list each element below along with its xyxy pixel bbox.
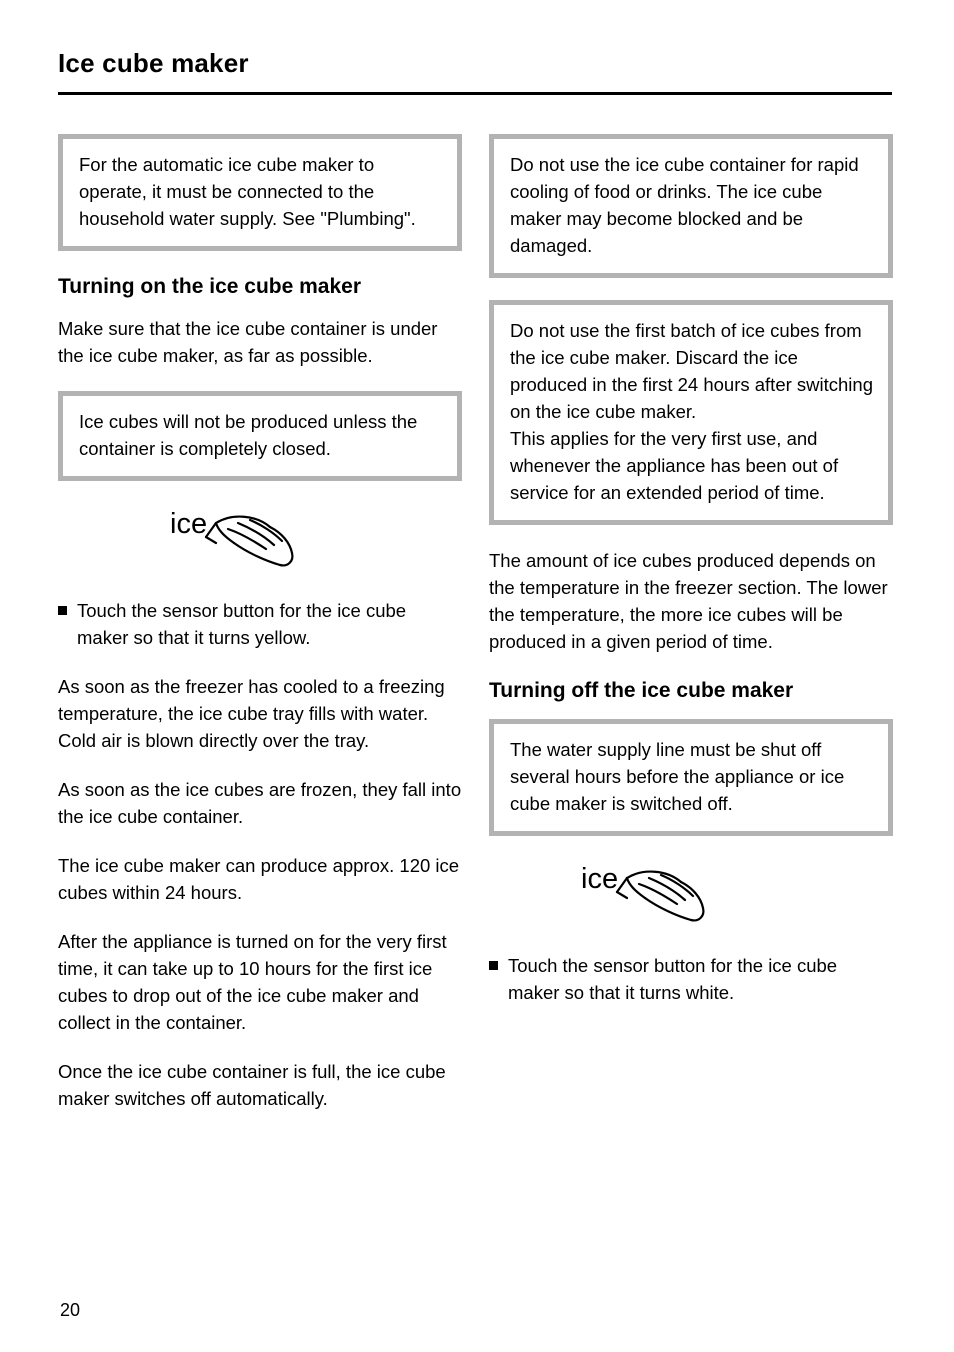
hand-touching-ice-sensor-icon: [581, 858, 801, 936]
note-text: For the automatic ice cube maker to operate, it must be connected to the household water supply. See "Plumbing".: [79, 154, 416, 229]
bullet-square-icon: [489, 961, 498, 970]
note-text-second-line: This applies for the very first use, and whenever the appliance has been out of service for an extended period of time.: [510, 428, 839, 503]
left-column: [58, 134, 462, 1134]
note-box-container-closed: [58, 391, 462, 481]
note-text: Do not use the ice cube container for rapid cooling of food or drinks. The ice cube maker may become blocked and be damaged.: [510, 154, 859, 256]
page-number: 20: [60, 1300, 81, 1320]
bullet-square-icon: [58, 606, 67, 615]
note-text: Ice cubes will not be produced unless the container is completely closed.: [79, 411, 418, 459]
figure-sensor-button-off: [489, 858, 893, 936]
paragraph-cubes-fall: As soon as the ice cubes are frozen, they fall into the ice cube container.: [58, 779, 462, 827]
paragraph-production-rate: The ice cube maker can produce approx. 120 ice cubes within 24 hours.: [58, 855, 460, 903]
svg-text:ice: ice: [581, 863, 619, 895]
bullet-touch-sensor-yellow: [58, 597, 462, 651]
note-box-shut-water-supply: [489, 719, 893, 836]
hand-touching-ice-sensor-icon: [170, 503, 390, 581]
bullet-text: Touch the sensor button for the ice cube maker so that it turns yellow.: [77, 600, 407, 648]
page-title: Ice cube maker: [58, 48, 249, 78]
note-text-first-line: Do not use the first batch of ice cubes from the ice cube maker. Discard the ice produced in the first 24 hours after switching on the ice cube maker.: [510, 320, 873, 422]
heading-turning-off: Turning off the ice cube maker: [489, 679, 794, 702]
heading-turning-on: Turning on the ice cube maker: [58, 275, 362, 298]
right-column: [489, 134, 893, 1028]
title-divider: [58, 92, 892, 95]
paragraph-auto-switch-off: Once the ice cube container is full, the ice cube maker switches off automatically.: [58, 1061, 446, 1109]
note-box-discard-first-batch: [489, 300, 893, 525]
bullet-touch-sensor-white: [489, 952, 893, 1006]
bullet-text: Touch the sensor button for the ice cube maker so that it turns white.: [508, 955, 838, 1003]
note-box-no-rapid-cooling: [489, 134, 893, 278]
paragraph-first-time-delay: After the appliance is turned on for the very first time, it can take up to 10 hours for the first ice cubes to drop out of the ice cube maker and collect in the container.: [58, 931, 447, 1033]
note-text: The water supply line must be shut off several hours before the appliance or ice cube maker is switched off.: [510, 739, 845, 814]
svg-text:ice: ice: [170, 508, 208, 540]
figure-sensor-button-on: [58, 503, 462, 581]
paragraph-amount-depends-temperature: The amount of ice cubes produced depends on the temperature in the freezer section. The lower the temperature, the more ice cubes will be produced in a given period of time.: [489, 550, 888, 652]
note-box-water-supply: [58, 134, 462, 251]
paragraph-container-position: Make sure that the ice cube container is under the ice cube maker, as far as possible.: [58, 318, 438, 366]
paragraph-tray-fills: As soon as the freezer has cooled to a freezing temperature, the ice cube tray fills with water. Cold air is blown directly over the tray.: [58, 676, 445, 751]
